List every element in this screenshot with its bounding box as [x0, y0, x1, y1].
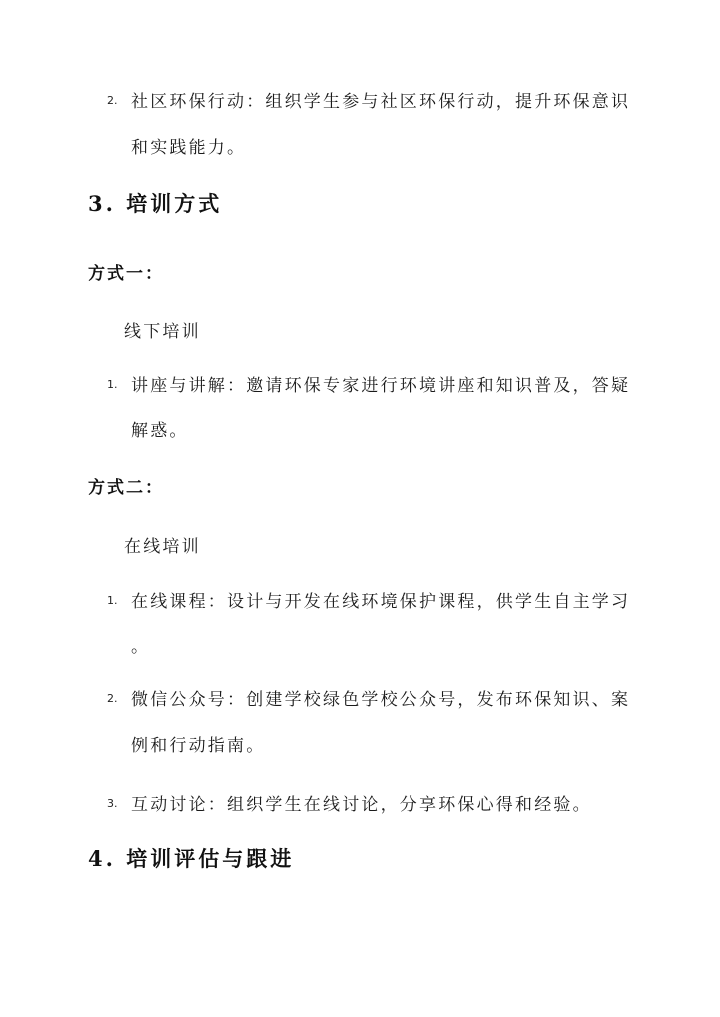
section-heading: 3. 培训方式 — [88, 191, 223, 216]
list-item-number: 2. — [107, 94, 118, 107]
list-item-number: 2. — [107, 692, 118, 705]
method-subtitle: 线下培训 — [124, 322, 201, 342]
method-title: 方式二： — [88, 478, 164, 498]
list-item-text-line1: 社区环保行动：组织学生参与社区环保行动，提升环保意识 — [131, 92, 631, 112]
list-item-number: 3. — [107, 797, 118, 810]
list-item-text-line1: 讲座与讲解：邀请环保专家进行环境讲座和知识普及，答疑 — [131, 376, 631, 396]
list-item-text-line2: 。 — [131, 637, 151, 657]
list-item-text-line2: 例和行动指南。 — [131, 736, 266, 756]
list-item-text-line1: 微信公众号：创建学校绿色学校公众号，发布环保知识、案 — [131, 690, 631, 710]
list-item-text-line1: 互动讨论：组织学生在线讨论，分享环保心得和经验。 — [131, 795, 592, 815]
method-subtitle: 在线培训 — [124, 537, 201, 557]
list-item-number: 1. — [107, 594, 118, 607]
list-item-text-line2: 和实践能力。 — [131, 138, 247, 158]
list-item-text-line2: 解惑。 — [131, 421, 189, 441]
list-item-number: 1. — [107, 378, 118, 391]
list-item-text-line1: 在线课程：设计与开发在线环境保护课程，供学生自主学习 — [131, 592, 631, 612]
section-heading: 4. 培训评估与跟进 — [88, 846, 295, 871]
method-title: 方式一： — [88, 264, 164, 284]
